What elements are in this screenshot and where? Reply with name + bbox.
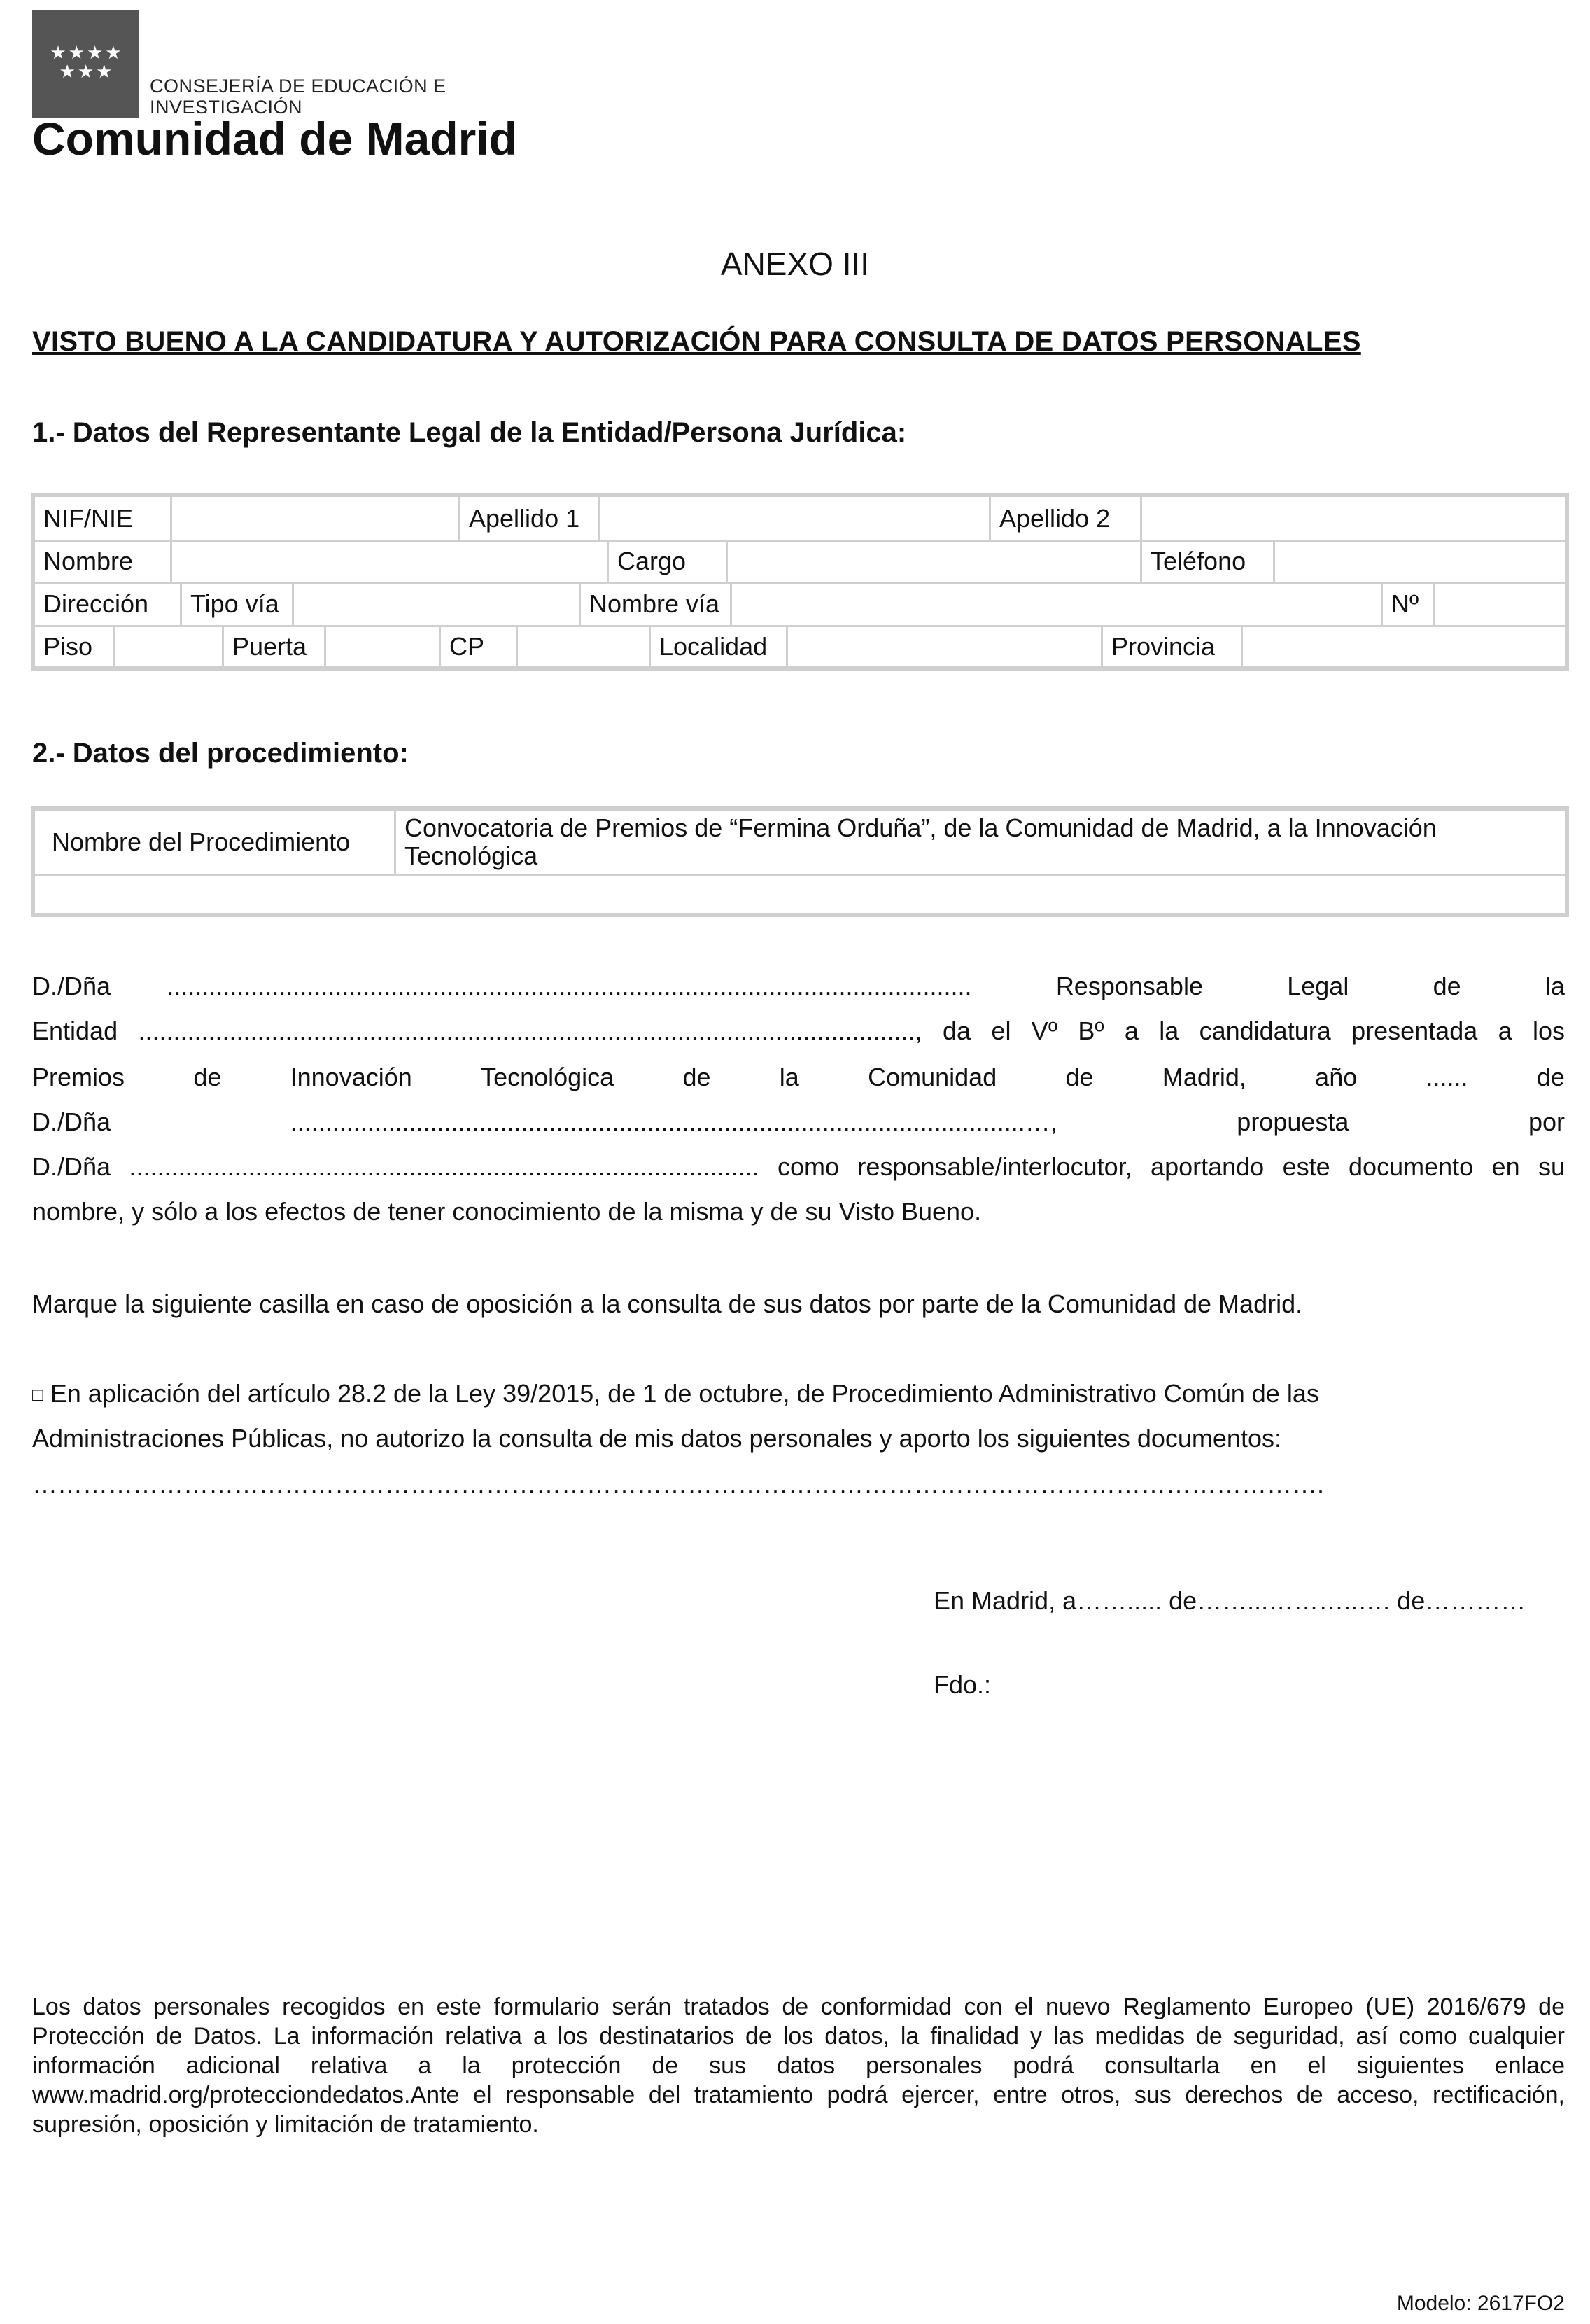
name-dots[interactable]: ................................................................................................................... xyxy=(167,972,972,1000)
apellido2-label: Apellido 2 xyxy=(991,497,1142,540)
word: Tecnológica xyxy=(481,1063,614,1091)
word: Responsable xyxy=(1055,972,1203,1000)
numero-field[interactable] xyxy=(1435,582,1565,625)
section-1-title: 1.- Datos del Representante Legal de la Entidad/Persona Jurídica: xyxy=(32,417,907,448)
opposition-checkbox[interactable]: □ xyxy=(32,1384,43,1405)
representative-data-table xyxy=(31,493,1569,671)
declaration-line-4 xyxy=(32,1107,1565,1137)
declaration-line-2: Entidad ..............................................................................................................., da el Vº Bº a la candidatura presentada a los xyxy=(32,1016,1565,1045)
localidad-label: Localidad xyxy=(651,625,788,668)
word: propuesta xyxy=(1237,1107,1349,1136)
nombre-label: Nombre xyxy=(35,540,172,582)
provincia-field[interactable] xyxy=(1243,625,1565,668)
word: Innovación xyxy=(290,1063,412,1091)
procedure-table xyxy=(31,806,1569,917)
word: por xyxy=(1528,1107,1565,1136)
opposition-checkbox-line-1 xyxy=(32,1379,1319,1408)
dna-label: D./Dña xyxy=(32,1107,111,1136)
word: Madrid, xyxy=(1162,1063,1246,1091)
table-row xyxy=(35,540,1565,584)
word: Legal xyxy=(1287,972,1349,1000)
declaration-line-6: nombre, y sólo a los efectos de tener conocimiento de la misma y de su Visto Bueno. xyxy=(32,1197,982,1226)
cargo-field[interactable] xyxy=(728,540,1142,582)
procedure-blank-row[interactable] xyxy=(35,874,1565,913)
procedure-value xyxy=(396,811,1565,874)
puerta-label: Puerta xyxy=(224,625,326,668)
localidad-field[interactable] xyxy=(788,625,1103,668)
apellido2-field[interactable] xyxy=(1142,497,1565,540)
provincia-label: Provincia xyxy=(1103,625,1243,668)
consejeria-line-2: INVESTIGACIÓN xyxy=(150,97,303,118)
procedure-value-line-2: Tecnológica xyxy=(404,841,538,870)
nombre-field[interactable] xyxy=(172,540,609,582)
word: Premios xyxy=(32,1063,125,1091)
word: Comunidad xyxy=(868,1063,997,1091)
org-name: Comunidad de Madrid xyxy=(32,113,517,164)
direccion-label: Dirección xyxy=(35,582,182,625)
opposition-checkbox-line-2: Administraciones Públicas, no autorizo la consulta de mis datos personales y aporto los siguientes documentos: xyxy=(32,1424,1281,1452)
declaration-line-5: D./Dña .......................................................................................... como responsable/interlocutor, aportando este documento en su xyxy=(32,1152,1565,1181)
documents-dots[interactable]: ………………………………………………………………………………………………………………………………………. xyxy=(32,1470,1325,1499)
candidate-dots[interactable]: .........................................................................................................…, xyxy=(290,1107,1057,1136)
nif-field[interactable] xyxy=(172,497,460,540)
apellido1-field[interactable] xyxy=(600,497,991,540)
document-title: VISTO BUENO A LA CANDIDATURA Y AUTORIZACIÓN PARA CONSULTA DE DATOS PERSONALES xyxy=(32,326,1361,357)
privacy-note: Los datos personales recogidos en este formulario serán tratados de conformidad con el nuevo Reglamento Europeo (UE) 2016/679 de Protección de Datos. La información relativa a los destinatarios de los datos, la finalidad y las medidas de seguridad, así como cualquier información adicional relativa a la protección de sus datos personales podrá consultarla en el siguientes enlace www.madrid.org/protecciondedatos.Ante el responsable del tratamiento podrá ejercer, entre otros, sus derechos de acceso, rectificación, supresión, oposición y limitación de tratamiento. xyxy=(32,1994,1565,2138)
cp-label: CP xyxy=(441,625,518,668)
word: la xyxy=(1545,972,1565,1000)
dna-label: D./Dña xyxy=(32,972,111,1000)
nombre-via-label: Nombre vía xyxy=(581,582,732,625)
word: de xyxy=(682,1063,711,1091)
year-dots[interactable]: ...... xyxy=(1426,1063,1468,1091)
word: año xyxy=(1315,1063,1358,1091)
consejeria-label xyxy=(150,76,446,118)
piso-field[interactable] xyxy=(115,625,224,668)
anexo-heading: ANEXO III xyxy=(720,246,870,282)
piso-label: Piso xyxy=(35,625,115,668)
cargo-label: Cargo xyxy=(609,540,728,582)
nombre-via-field[interactable] xyxy=(732,582,1383,625)
apellido1-label: Apellido 1 xyxy=(460,497,600,540)
word: de xyxy=(1065,1063,1094,1091)
tipo-via-field[interactable] xyxy=(294,582,581,625)
section-2-title: 2.- Datos del procedimiento: xyxy=(32,738,409,769)
declaration-line-3 xyxy=(32,1063,1565,1092)
cp-field[interactable] xyxy=(518,625,651,668)
telefono-label: Teléfono xyxy=(1142,540,1275,582)
table-row xyxy=(35,874,1565,913)
opposition-intro: Marque la siguiente casilla en caso de oposición a la consulta de sus datos por parte de la Comunidad de Madrid. xyxy=(32,1289,1303,1318)
model-code: Modelo: 2617FO2 xyxy=(1396,2292,1565,2315)
procedure-label: Nombre del Procedimiento xyxy=(35,811,396,874)
nif-label: NIF/NIE xyxy=(35,497,172,540)
place-date-line[interactable]: En Madrid, a……..... de……...………..…. de………… xyxy=(934,1586,1526,1615)
word: la xyxy=(779,1063,799,1091)
table-row xyxy=(35,625,1565,668)
table-row xyxy=(35,582,1565,627)
signature-label: Fdo.: xyxy=(934,1670,992,1699)
numero-label: Nº xyxy=(1383,582,1435,625)
word: de xyxy=(193,1063,222,1091)
table-row xyxy=(35,497,1565,542)
tipo-via-label: Tipo vía xyxy=(182,582,294,625)
word: de xyxy=(1536,1063,1565,1091)
declaration-line-1 xyxy=(32,972,1565,1001)
telefono-field[interactable] xyxy=(1275,540,1565,582)
checkbox-text: En aplicación del artículo 28.2 de la Ley 39/2015, de 1 de octubre, de Procedimiento Administrativo Común de las xyxy=(43,1379,1319,1408)
procedure-value-line-1: Convocatoria de Premios de “Fermina Orduña”, de la Comunidad de Madrid, a la Innovación xyxy=(404,813,1437,842)
puerta-field[interactable] xyxy=(326,625,441,668)
logo-stars-icon: ★★★★ ★★★ xyxy=(50,42,124,82)
consejeria-line-1: CONSEJERÍA DE EDUCACIÓN E xyxy=(150,76,446,97)
table-row xyxy=(35,811,1565,876)
word: de xyxy=(1433,972,1461,1000)
